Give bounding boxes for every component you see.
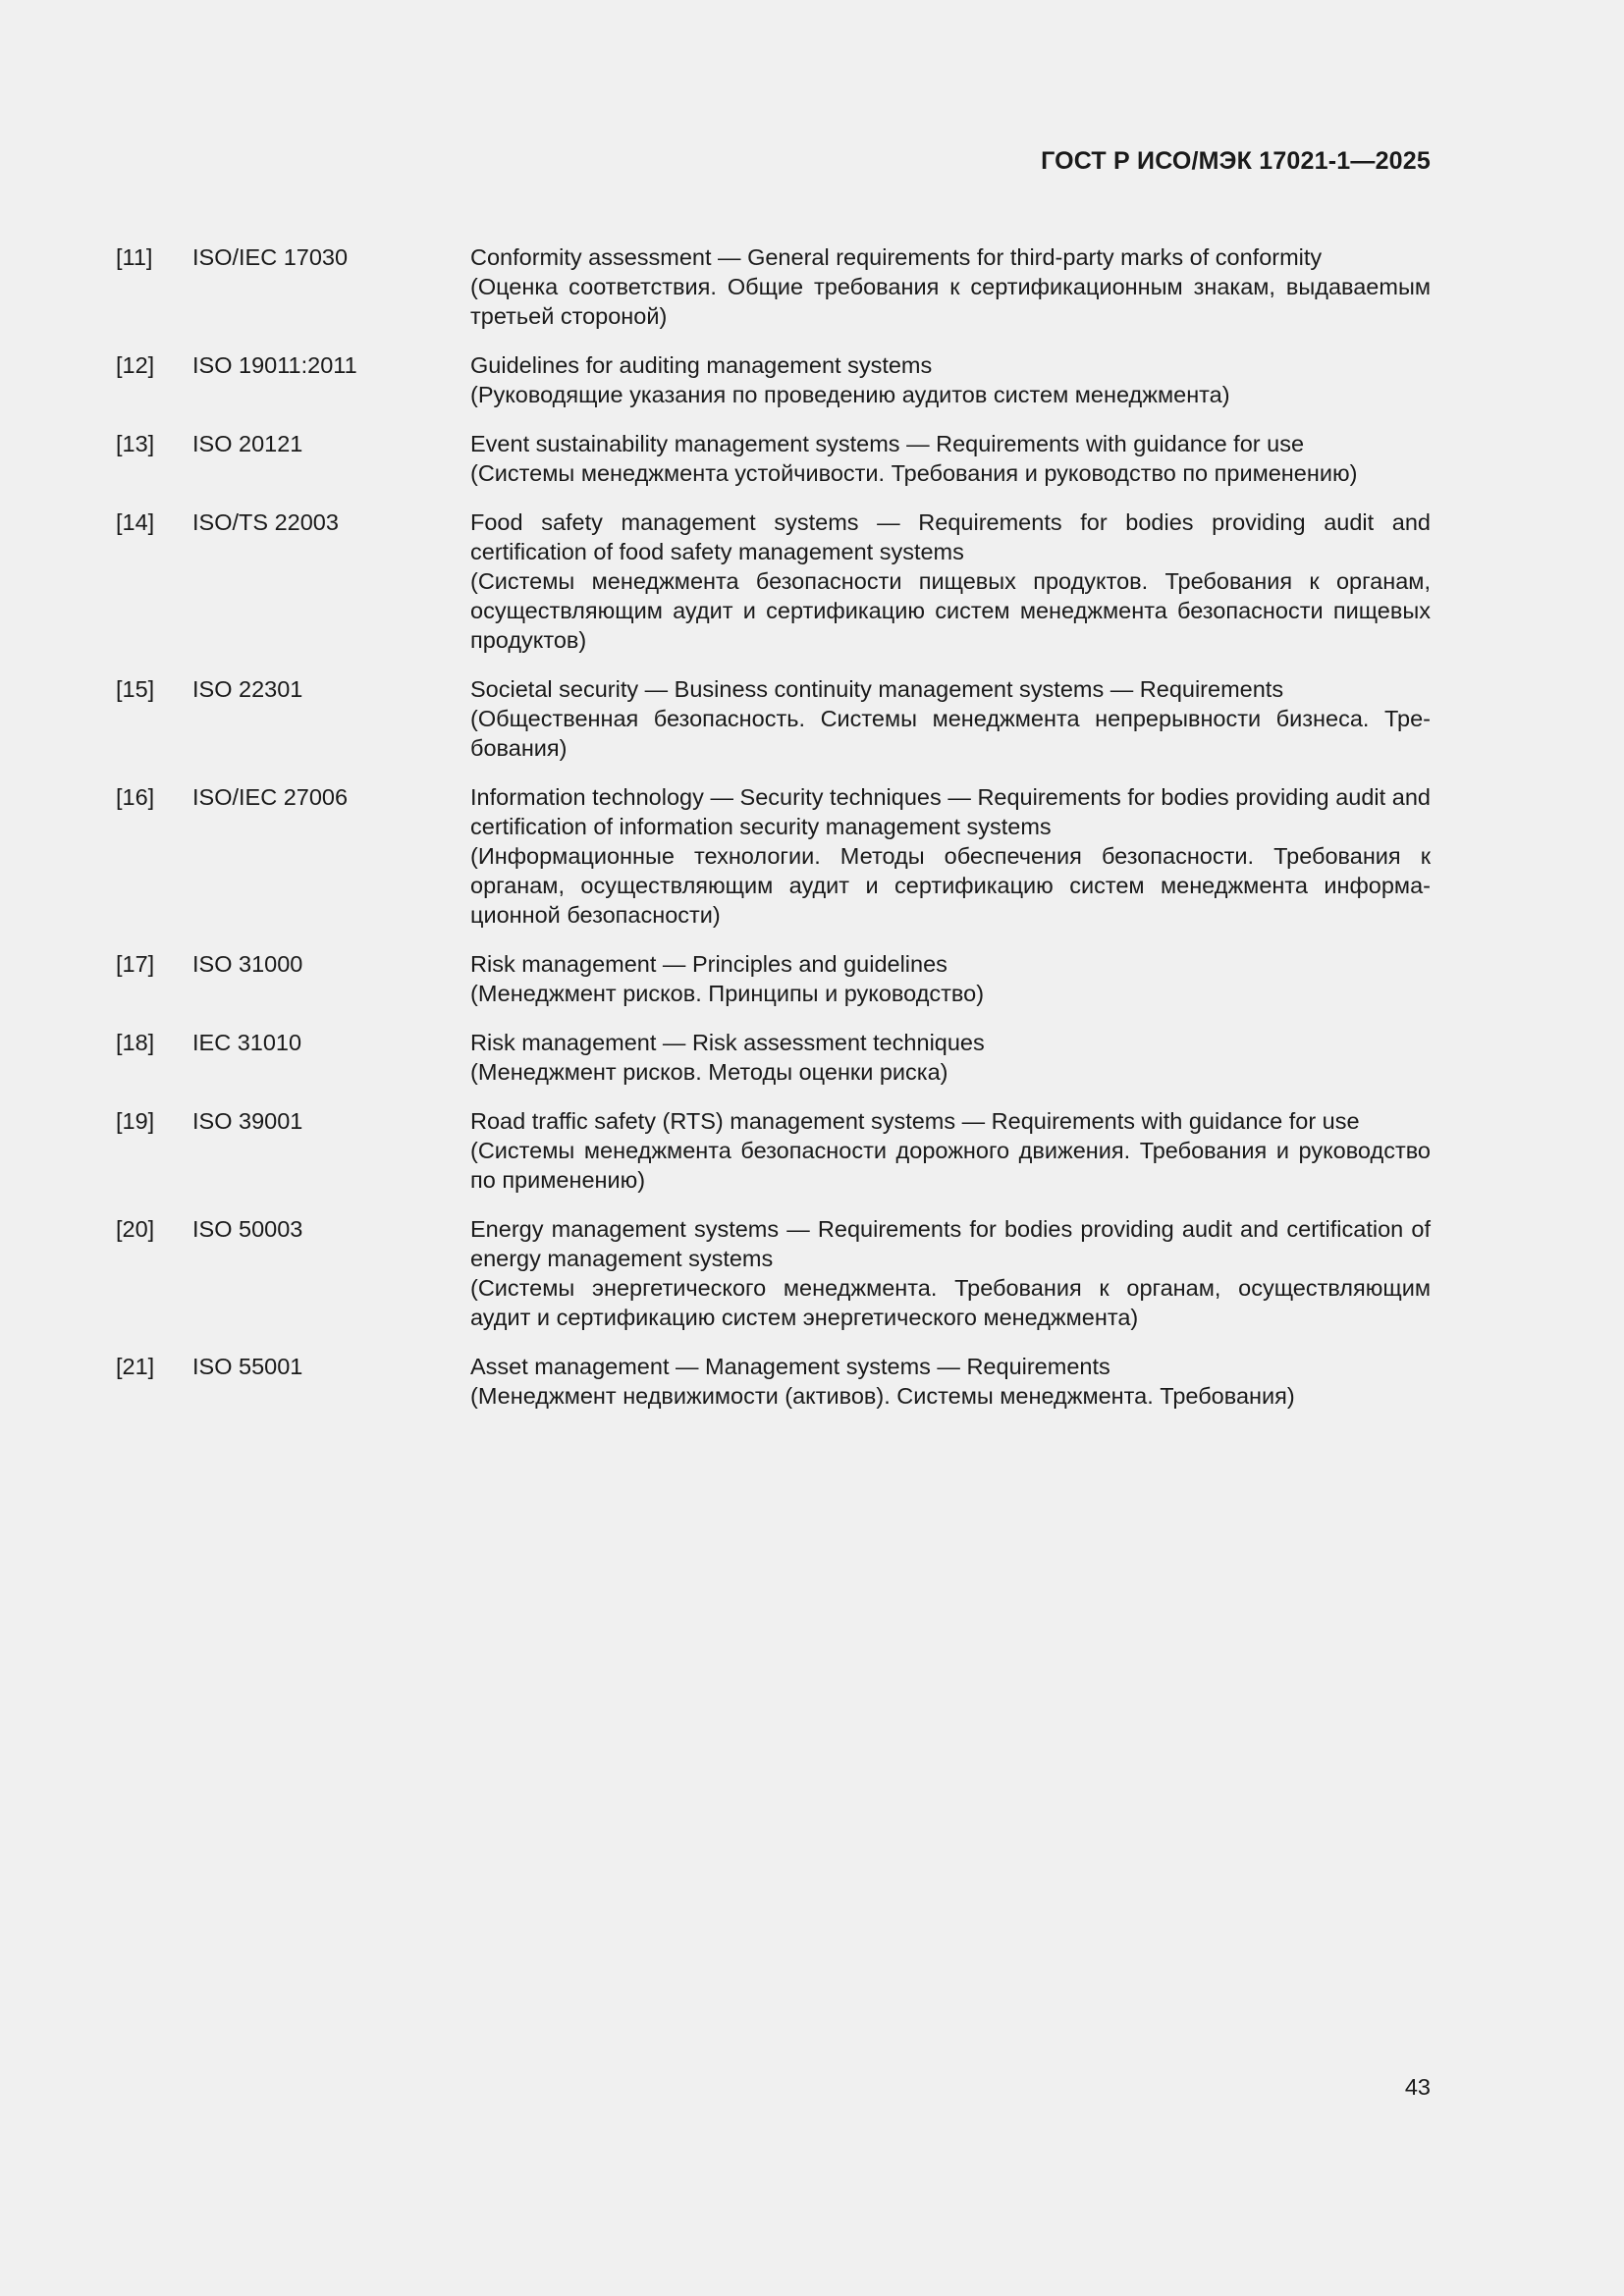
entry-description <box>470 429 1431 488</box>
standard-code: ISO/TS 22003 <box>192 509 339 535</box>
title-english: Conformity assessment — General requirements for third-party marks of conformity <box>470 244 1323 270</box>
standard-code: ISO 22301 <box>192 676 303 702</box>
entry-description <box>470 674 1431 763</box>
title-russian: (Информационные технологии. Методы обеспечения безопасности. Требования к органам, осуществляющим аудит и сертификацию систем менеджмента информационной безопасности) <box>470 843 1431 928</box>
standard-code: ISO 55001 <box>192 1354 303 1379</box>
title-english: Food safety management systems — Requirements for bodies providing audit and certification of food safety management systems <box>470 509 1431 564</box>
bibliography-entry <box>116 1106 1431 1195</box>
entry-description <box>470 1352 1431 1411</box>
title-english: Risk management — Risk assessment techniques <box>470 1030 985 1055</box>
entry-number: [21] <box>116 1354 155 1379</box>
title-english: Information technology — Security techniques — Requirements for bodies providing audit and certification of information security management systems <box>470 784 1431 839</box>
standard-code: IEC 31010 <box>192 1030 302 1055</box>
title-russian: (Общественная безопасность. Системы менеджмента непрерывности бизнеса. Требования) <box>470 706 1431 761</box>
bibliography-entry <box>116 782 1431 930</box>
entry-number: [15] <box>116 676 155 702</box>
entry-number: [11] <box>116 244 153 270</box>
entry-description <box>470 782 1431 930</box>
title-russian: (Системы менеджмента устойчивости. Требования и руководство по применению) <box>470 460 1358 486</box>
title-english: Asset management — Management systems — Requirements <box>470 1354 1110 1379</box>
bibliography-entry <box>116 350 1431 409</box>
standard-code: ISO 50003 <box>192 1216 303 1242</box>
bibliography-list <box>116 242 1431 1430</box>
title-russian: (Менеджмент рисков. Принципы и руководство) <box>470 981 985 1006</box>
title-russian: (Системы менеджмента безопасности пищевых продуктов. Требования к органам, осуществляющим аудит и сертификацию систем менеджмента безопасности пищевых продуктов) <box>470 568 1431 653</box>
entry-description <box>470 350 1431 409</box>
entry-number: [19] <box>116 1108 155 1134</box>
title-russian: (Руководящие указания по проведению аудитов систем менеджмента) <box>470 382 1230 407</box>
bibliography-entry <box>116 429 1431 488</box>
entry-description <box>470 949 1431 1008</box>
standard-code: ISO/IEC 17030 <box>192 244 349 270</box>
entry-description <box>470 1214 1431 1332</box>
entry-number: [12] <box>116 352 155 378</box>
bibliography-entry <box>116 1352 1431 1411</box>
standard-code: ISO 19011:2011 <box>192 352 357 378</box>
entry-number: [14] <box>116 509 155 535</box>
entry-number: [16] <box>116 784 155 810</box>
document-header: ГОСТ Р ИСО/МЭК 17021-1—2025 <box>1041 147 1431 175</box>
entry-number: [13] <box>116 431 155 456</box>
standard-code: ISO 39001 <box>192 1108 303 1134</box>
bibliography-entry <box>116 949 1431 1008</box>
bibliography-entry <box>116 242 1431 331</box>
title-russian: (Менеджмент недвижимости (активов). Системы менеджмента. Требования) <box>470 1383 1295 1409</box>
entry-number: [17] <box>116 951 155 977</box>
entry-description <box>470 1106 1431 1195</box>
standard-code: ISO 20121 <box>192 431 303 456</box>
entry-description <box>470 507 1431 655</box>
bibliography-entry <box>116 507 1431 655</box>
title-russian: (Системы менеджмента безопасности дорожного движения. Требования и руководство по применению) <box>470 1138 1431 1193</box>
page-number: 43 <box>1404 2074 1431 2100</box>
entry-description <box>470 242 1431 331</box>
bibliography-entry <box>116 1028 1431 1087</box>
entry-description <box>470 1028 1431 1087</box>
title-russian: (Оценка соответствия. Общие требования к сертификационным знакам, выдаваеmым третьей стороной) <box>470 274 1431 329</box>
title-english: Guidelines for auditing management systems <box>470 352 933 378</box>
bibliography-entry <box>116 1214 1431 1332</box>
standard-code: ISO 31000 <box>192 951 303 977</box>
title-english: Road traffic safety (RTS) management systems — Requirements with guidance for use <box>470 1108 1360 1134</box>
title-english: Risk management — Principles and guidelines <box>470 951 947 977</box>
title-english: Energy management systems — Requirements for bodies providing audit and certification of energy management systems <box>470 1216 1431 1271</box>
title-russian: (Системы энергетического менеджмента. Требования к органам, осуществляющим аудит и сертификацию систем энергетического менеджмента) <box>470 1275 1431 1330</box>
standard-code: ISO/IEC 27006 <box>192 784 349 810</box>
title-english: Event sustainability management systems — Requirements with guidance for use <box>470 431 1305 456</box>
entry-number: [20] <box>116 1216 155 1242</box>
title-russian: (Менеджмент рисков. Методы оценки риска) <box>470 1059 948 1085</box>
entry-number: [18] <box>116 1030 155 1055</box>
bibliography-entry <box>116 674 1431 763</box>
title-english: Societal security — Business continuity management systems — Requirements <box>470 676 1284 702</box>
